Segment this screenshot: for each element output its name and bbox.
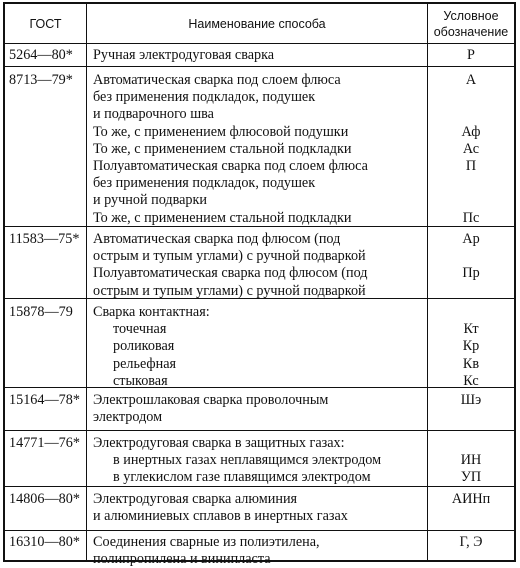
symbol-cell: [428, 299, 514, 387]
table-row: [5, 388, 514, 431]
symbol-code: УП: [460, 469, 482, 486]
method-cell: [87, 431, 428, 486]
table-row: [5, 44, 514, 67]
table-row: [5, 227, 514, 299]
method-line: Ручная электродуговая сварка: [93, 47, 275, 63]
method-line: острым и тупым углами) с ручной подваркой: [93, 248, 366, 265]
method-cell: [87, 44, 428, 66]
symbol-code: П: [465, 158, 477, 174]
method-line: То же, с применением флюсовой подушки: [93, 123, 349, 140]
symbol-code: Пр: [462, 265, 480, 282]
method-line: точечная: [113, 321, 167, 338]
gost-number: 14806—80*: [9, 491, 80, 507]
gost-cell: [5, 44, 87, 66]
symbol-code: Ас: [462, 140, 480, 157]
method-line: в инертных газах неплавящимся электродом: [113, 452, 382, 469]
method-line: Полуавтоматическая сварка под флюсом (под: [93, 265, 368, 282]
method-cell: [87, 67, 428, 226]
symbol-code: Ар: [462, 231, 480, 247]
gost-number: 11583—75*: [9, 231, 80, 247]
symbol-code: Кв: [462, 355, 480, 372]
method-line: Электродуговая сварка алюминия: [93, 491, 298, 507]
gost-cell: [5, 487, 87, 530]
method-line: Соединения сварные из полиэтилена,: [93, 534, 320, 550]
method-line: Электродуговая сварка в защитных газах:: [93, 435, 345, 451]
method-line: острым и тупым углами) с ручной подваркой: [93, 282, 366, 299]
symbol-cell: [428, 531, 514, 560]
method-line: Полуавтоматическая сварка под слоем флюса: [93, 158, 368, 174]
symbol-cell: [428, 44, 514, 66]
welding-methods-table: [3, 2, 516, 568]
table-row: [5, 299, 514, 388]
symbol-cell: [428, 227, 514, 298]
header-symbol: [428, 4, 514, 43]
method-line: без применения подкладок, подушек: [93, 175, 316, 192]
gost-cell: [5, 431, 87, 486]
gost-number: 16310—80*: [9, 534, 80, 550]
header-gost: ГОСТ: [5, 4, 87, 43]
symbol-code: Аф: [461, 123, 481, 140]
method-cell: [87, 531, 428, 568]
method-cell: [87, 299, 428, 387]
method-line: роликовая: [113, 338, 175, 355]
symbol-cell: [428, 388, 514, 430]
symbol-cell: [428, 67, 514, 226]
method-line: Электрошлаковая сварка проволочным: [93, 392, 329, 408]
method-cell: [87, 388, 428, 430]
symbol-code: Кт: [463, 321, 479, 338]
symbol-code: Пс: [462, 209, 480, 226]
method-line: То же, с применением стальной подкладки: [93, 140, 352, 157]
method-cell: [87, 227, 428, 298]
method-line: электродом: [93, 409, 163, 426]
symbol-code: ИН: [460, 452, 482, 469]
gost-cell: [5, 227, 87, 298]
symbol-code: Кр: [462, 338, 480, 355]
table-header: [5, 4, 514, 44]
method-line: в углекислом газе плавящимся электродом: [113, 469, 371, 486]
header-method: Наименование способа: [87, 4, 428, 43]
method-line: Автоматическая сварка под флюсом (под: [93, 231, 341, 247]
method-line: То же, с применением стальной подкладки: [93, 209, 352, 226]
gost-number: 15164—78*: [9, 392, 80, 408]
header-symbol-line2: обозначение: [433, 24, 509, 39]
table-row: [5, 67, 514, 227]
symbol-code: А: [465, 72, 477, 88]
gost-cell: [5, 67, 87, 226]
table-row: [5, 487, 514, 531]
header-symbol-line1: Условное: [443, 8, 499, 23]
symbol-code: Р: [467, 47, 475, 63]
method-line: без применения подкладок, подушек: [93, 89, 316, 106]
symbol-code: Кс: [463, 372, 479, 389]
symbol-code: АИНп: [451, 491, 491, 507]
method-line: полипропилена и винипласта: [93, 551, 271, 568]
symbol-cell: [428, 487, 514, 530]
gost-number: 15878—79: [9, 304, 73, 320]
method-line: стыковая: [113, 372, 168, 389]
method-line: рельефная: [113, 355, 177, 372]
method-cell: [87, 487, 428, 530]
gost-number: 5264—80*: [9, 47, 73, 63]
table-row: [5, 431, 514, 487]
method-line: и подварочного шва: [93, 106, 214, 123]
method-line: Автоматическая сварка под слоем флюса: [93, 72, 341, 88]
gost-cell: [5, 531, 87, 560]
table-row: [5, 531, 514, 568]
symbol-code: Г, Э: [459, 534, 483, 550]
gost-cell: [5, 299, 87, 387]
gost-number: 14771—76*: [9, 435, 80, 451]
symbol-cell: [428, 431, 514, 486]
method-line: и ручной подварки: [93, 192, 207, 209]
gost-cell: [5, 388, 87, 430]
gost-number: 8713—79*: [9, 72, 73, 88]
symbol-code: Шэ: [460, 392, 482, 408]
method-line: и алюминиевых сплавов в инертных газах: [93, 508, 348, 525]
method-line: Сварка контактная:: [93, 304, 210, 320]
